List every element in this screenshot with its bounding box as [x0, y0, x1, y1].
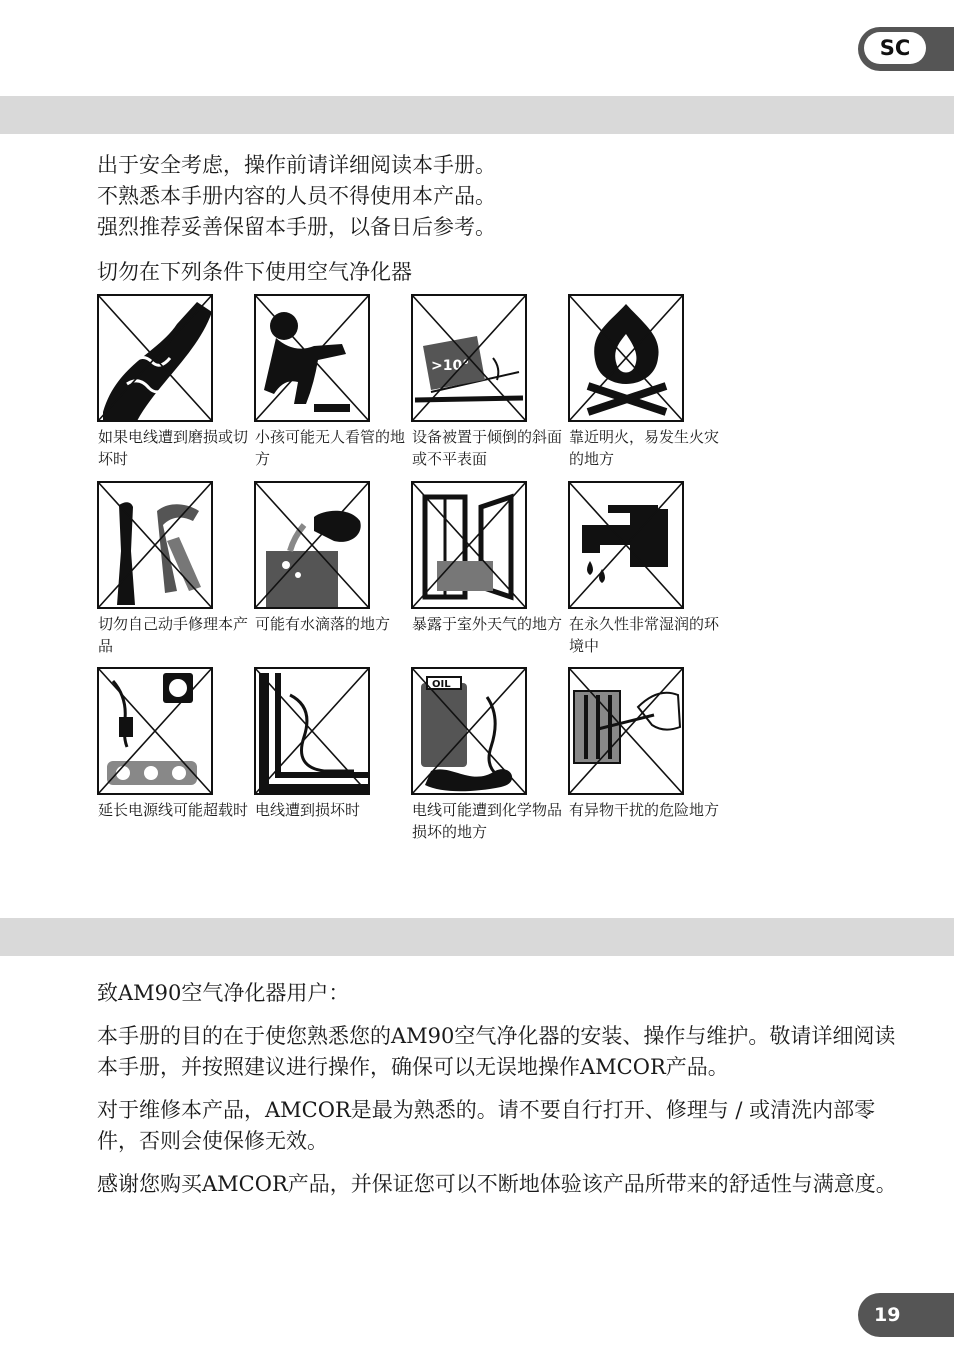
- warning-caption: 切勿自己动手修理本产品: [98, 615, 249, 655]
- user-letter: [97, 978, 897, 1212]
- warning-item: [254, 667, 404, 821]
- warning-item: [411, 667, 561, 843]
- oil-badge: OIL: [432, 679, 451, 690]
- section-band-top: [0, 96, 954, 134]
- outdoor-window-icon: [411, 481, 527, 609]
- pinched-cable-icon: [254, 667, 370, 795]
- greeting: 致AM90空气净化器用户：: [97, 981, 350, 1005]
- language-tab: [858, 27, 954, 71]
- safety-intro: [97, 150, 877, 243]
- page-number: 19: [858, 1293, 954, 1337]
- tilted-surface-icon: [411, 294, 527, 422]
- warning-item: [97, 667, 247, 821]
- body-paragraph: 对于维修本产品，AMCOR是最为熟悉的。请不要自行打开、修理与 / 或清洗内部零件，否则会使保修无效。: [97, 1098, 876, 1153]
- warning-caption: 如果电线遭到磨损或切坏时: [98, 428, 249, 468]
- warning-caption: 电线遭到损坏时: [255, 801, 361, 819]
- warning-item: [254, 294, 404, 470]
- wet-faucet-icon: [568, 481, 684, 609]
- intro-line: 不熟悉本手册内容的人员不得使用本产品。: [97, 184, 496, 208]
- warning-item: [568, 481, 718, 657]
- warning-item: [411, 481, 561, 635]
- language-code: SC: [864, 32, 926, 64]
- warning-item: [254, 481, 404, 635]
- warning-caption: 设备被置于倾倒的斜面或不平表面: [412, 428, 563, 468]
- warning-item: [568, 667, 718, 821]
- self-repair-tools-icon: [97, 481, 213, 609]
- child-unattended-icon: [254, 294, 370, 422]
- warning-caption: 小孩可能无人看管的地方: [255, 428, 406, 468]
- warning-item: [411, 294, 561, 470]
- warning-caption: 电线可能遭到化学物品损坏的地方: [412, 801, 563, 841]
- warning-caption: 可能有水滴落的地方: [255, 615, 391, 633]
- chemical-oil-icon: [411, 667, 527, 795]
- body-paragraph: 本手册的目的在于使您熟悉您的AM90空气净化器的安装、操作与维护。敬请详细阅读本手册，并按照建议进行操作，确保可以无误地操作AMCOR产品。: [97, 1024, 896, 1079]
- foreign-object-icon: [568, 667, 684, 795]
- open-fire-icon: [568, 294, 684, 422]
- warning-item: [97, 294, 247, 470]
- section-band-bottom: [0, 918, 954, 956]
- warning-caption: 暴露于室外天气的地方: [412, 615, 563, 633]
- body-paragraph: 感谢您购买AMCOR产品，并保证您可以不断地体验该产品所带来的舒适性与满意度。: [97, 1172, 897, 1196]
- tilt-badge: >10°: [431, 358, 470, 374]
- extension-cord-icon: [97, 667, 213, 795]
- warning-item: [97, 481, 247, 657]
- warning-caption: 靠近明火，易发生火灾的地方: [569, 428, 720, 468]
- intro-line: 出于安全考虑，操作前请详细阅读本手册。: [97, 153, 496, 177]
- warning-caption: 有异物干扰的危险地方: [569, 801, 720, 819]
- dripping-water-icon: [254, 481, 370, 609]
- warnings-title: 切勿在下列条件下使用空气净化器: [97, 260, 412, 284]
- intro-line: 强烈推荐妥善保留本手册，以备日后参考。: [97, 215, 496, 239]
- warning-caption: 延长电源线可能超载时: [98, 801, 249, 819]
- warning-item: [568, 294, 718, 470]
- warning-caption: 在永久性非常湿润的环境中: [569, 615, 720, 655]
- damaged-cable-icon: [97, 294, 213, 422]
